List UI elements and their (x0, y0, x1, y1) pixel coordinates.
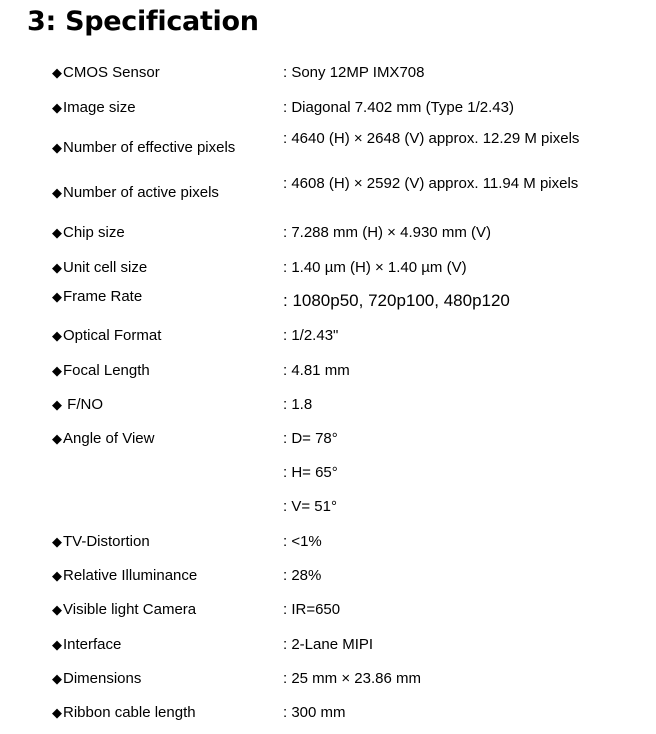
spec-label: ◆Ribbon cable length (52, 704, 196, 721)
spec-label: ◆CMOS Sensor (52, 64, 160, 81)
spec-value: : Diagonal 7.402 mm (Type 1/2.43) (283, 99, 514, 116)
spec-value: : 4608 (H) × 2592 (V) approx. 11.94 M pixels (283, 175, 579, 192)
spec-value: : V= 51° (283, 498, 337, 515)
diamond-bullet-icon: ◆ (52, 602, 62, 617)
diamond-bullet-icon: ◆ (52, 225, 62, 240)
spec-label: ◆Number of active pixels (52, 184, 219, 201)
spec-label: ◆Frame Rate (52, 288, 143, 305)
diamond-bullet-icon: ◆ (52, 260, 62, 275)
spec-value: : Sony 12MP IMX708 (283, 64, 425, 81)
spec-label: ◆Chip size (52, 224, 125, 241)
spec-label: ◆Visible light Camera (52, 601, 197, 618)
spec-label: ◆Unit cell size (52, 259, 148, 276)
diamond-bullet-icon: ◆ (52, 328, 62, 343)
diamond-bullet-icon: ◆ (52, 705, 62, 720)
diamond-bullet-icon: ◆ (52, 289, 62, 304)
spec-label: ◆ F/NO (52, 396, 103, 413)
spec-value: : 28% (283, 567, 322, 584)
spec-label: ◆Optical Format (52, 327, 162, 344)
spec-value: : 1.8 (283, 396, 313, 413)
spec-label: ◆Number of effective pixels (52, 139, 236, 156)
diamond-bullet-icon: ◆ (52, 140, 62, 155)
diamond-bullet-icon: ◆ (52, 363, 62, 378)
spec-value: : IR=650 (283, 601, 341, 618)
diamond-bullet-icon: ◆ (52, 534, 62, 549)
spec-label: ◆Image size (52, 99, 136, 116)
spec-label: ◆Focal Length (52, 362, 150, 379)
spec-label: ◆Angle of View (52, 430, 155, 447)
diamond-bullet-icon: ◆ (52, 185, 62, 200)
spec-value: : D= 78° (283, 430, 338, 447)
spec-value: : 4.81 mm (283, 362, 350, 379)
spec-value: : 25 mm × 23.86 mm (283, 670, 421, 687)
diamond-bullet-icon: ◆ (52, 568, 62, 583)
diamond-bullet-icon: ◆ (52, 397, 62, 412)
spec-value: : 1080p50, 720p100, 480p120 (283, 291, 510, 310)
spec-value: : 1/2.43" (283, 327, 339, 344)
spec-label: ◆Dimensions (52, 670, 142, 687)
spec-label: ◆Interface (52, 636, 122, 653)
diamond-bullet-icon: ◆ (52, 431, 62, 446)
spec-value: : 1.40 µm (H) × 1.40 µm (V) (283, 259, 467, 276)
section-title: 3: Specification (27, 6, 259, 37)
diamond-bullet-icon: ◆ (52, 65, 62, 80)
spec-value: : 7.288 mm (H) × 4.930 mm (V) (283, 224, 491, 241)
spec-label: ◆TV-Distortion (52, 533, 150, 550)
spec-value: : 300 mm (283, 704, 346, 721)
spec-value: : H= 65° (283, 464, 338, 481)
spec-label: ◆Relative Illuminance (52, 567, 198, 584)
diamond-bullet-icon: ◆ (52, 637, 62, 652)
spec-value: : 4640 (H) × 2648 (V) approx. 12.29 M pixels (283, 130, 580, 147)
spec-value: : <1% (283, 533, 322, 550)
spec-value: : 2-Lane MIPI (283, 636, 374, 653)
diamond-bullet-icon: ◆ (52, 671, 62, 686)
diamond-bullet-icon: ◆ (52, 100, 62, 115)
